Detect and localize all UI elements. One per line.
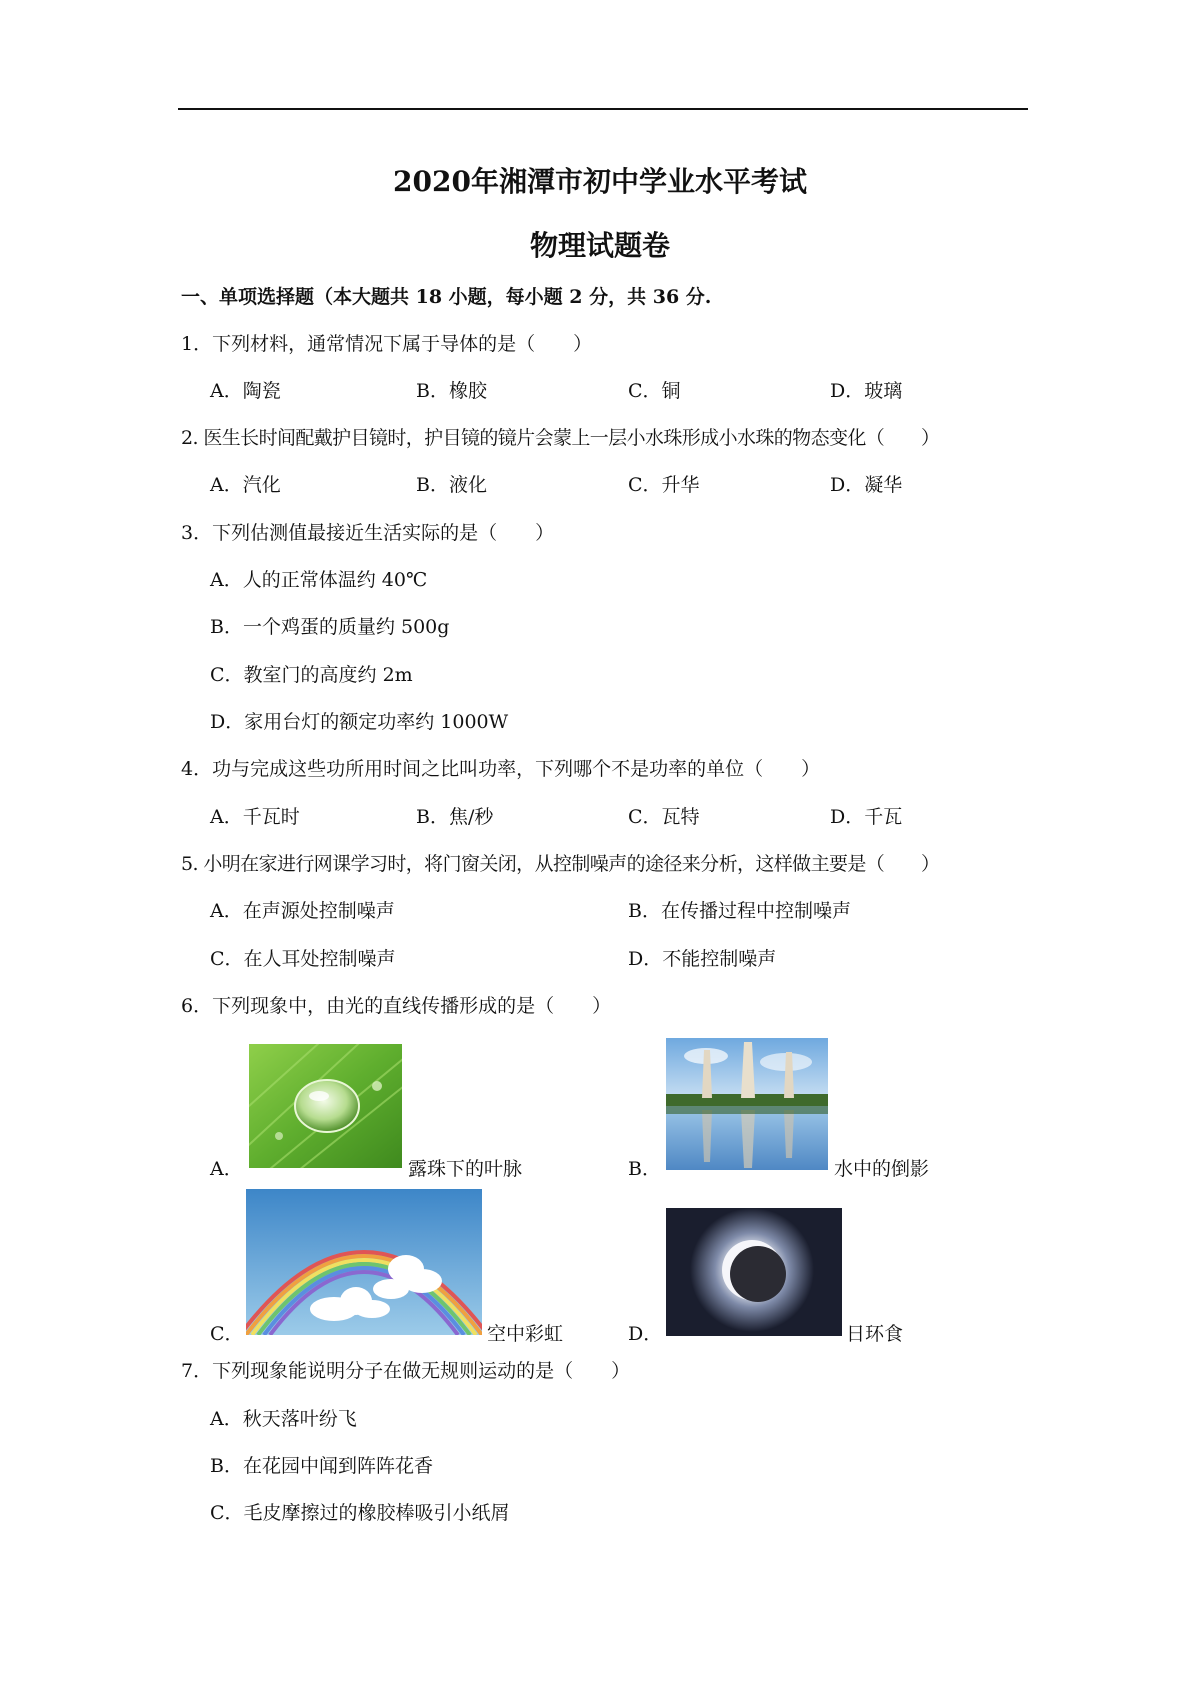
question-5-option-d: D．不能控制噪声 xyxy=(628,948,777,970)
question-7-option-b: B．在花园中闻到阵阵花香 xyxy=(210,1455,433,1477)
question-1-option-c: C．铜 xyxy=(628,380,681,402)
question-4-option-d: D．千瓦 xyxy=(830,806,903,828)
question-5-option-a: A．在声源处控制噪声 xyxy=(210,900,395,922)
question-6-option-c-letter: C． xyxy=(210,1323,244,1345)
question-4-option-c: C．瓦特 xyxy=(628,806,700,828)
question-1-option-a: A．陶瓷 xyxy=(210,380,281,402)
section-heading: 一、单项选择题（本大题共 18 小题，每小题 2 分，共 36 分. xyxy=(181,286,712,308)
question-2-option-b: B．液化 xyxy=(416,474,487,496)
question-5-option-c: C．在人耳处控制噪声 xyxy=(210,948,396,970)
exam-title: 2020年湘潭市初中学业水平考试 xyxy=(393,165,807,198)
question-1-stem: 1．下列材料，通常情况下属于导体的是（ ） xyxy=(181,333,593,355)
question-4-stem: 4．功与完成这些功所用时间之比叫功率，下列哪个不是功率的单位（ ） xyxy=(181,758,821,780)
question-3-option-d: D．家用台灯的额定功率约 1000W xyxy=(210,711,509,733)
question-3-stem: 3．下列估测值最接近生活实际的是（ ） xyxy=(181,522,555,544)
dewdrop-leaf-image xyxy=(249,1044,402,1168)
question-2-option-c: C．升华 xyxy=(628,474,700,496)
question-6-option-d-caption: 日环食 xyxy=(846,1323,904,1345)
question-2-option-a: A．汽化 xyxy=(210,474,281,496)
question-5-stem: 5. 小明在家进行网课学习时，将门窗关闭，从控制噪声的途径来分析，这样做主要是（ ） xyxy=(181,853,940,875)
question-3-option-a: A．人的正常体温约 40℃ xyxy=(210,569,428,591)
question-6-option-d-letter: D． xyxy=(628,1323,663,1345)
question-6-stem: 6．下列现象中，由光的直线传播形成的是（ ） xyxy=(181,995,612,1017)
question-6-option-c-caption: 空中彩虹 xyxy=(487,1323,564,1345)
exam-subtitle: 物理试题卷 xyxy=(529,229,670,262)
header-rule xyxy=(178,108,1028,110)
question-7-option-c: C．毛皮摩擦过的橡胶棒吸引小纸屑 xyxy=(210,1502,510,1524)
question-3-option-c: C．教室门的高度约 2m xyxy=(210,664,413,686)
question-2-stem: 2. 医生长时间配戴护目镜时，护目镜的镜片会蒙上一层小水珠形成小水珠的物态变化（ ） xyxy=(181,427,940,449)
question-4-option-b: B．焦/秒 xyxy=(416,806,494,828)
rainbow-image xyxy=(246,1189,482,1335)
question-1-option-d: D．玻璃 xyxy=(830,380,903,402)
question-6-option-a-letter: A． xyxy=(210,1158,243,1180)
question-6-option-b-caption: 水中的倒影 xyxy=(834,1158,930,1180)
question-2-option-d: D．凝华 xyxy=(830,474,903,496)
question-7-option-a: A．秋天落叶纷飞 xyxy=(210,1408,357,1430)
question-5-option-b: B．在传播过程中控制噪声 xyxy=(628,900,851,922)
question-7-stem: 7．下列现象能说明分子在做无规则运动的是（ ） xyxy=(181,1360,631,1382)
question-6-option-a-caption: 露珠下的叶脉 xyxy=(408,1158,523,1180)
pagoda-reflection-image xyxy=(666,1038,828,1170)
question-4-option-a: A．千瓦时 xyxy=(210,806,300,828)
question-6-option-b-letter: B． xyxy=(628,1158,661,1180)
question-1-option-b: B．橡胶 xyxy=(416,380,487,402)
eclipse-image xyxy=(666,1208,842,1336)
question-3-option-b: B．一个鸡蛋的质量约 500g xyxy=(210,616,450,638)
